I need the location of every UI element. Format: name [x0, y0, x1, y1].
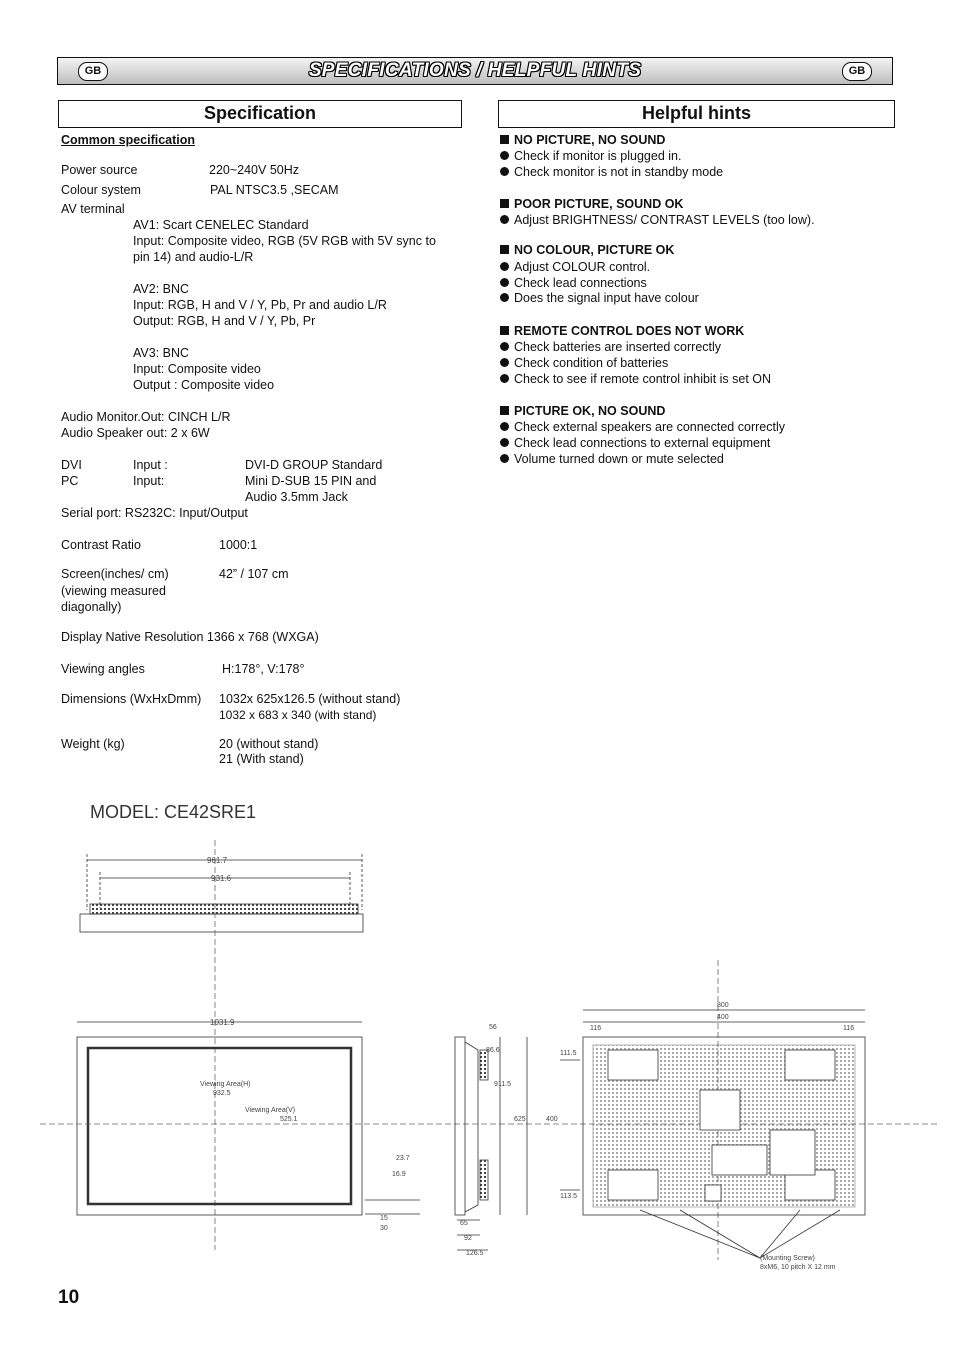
dimensions-value: 1032x 625x126.5 (without stand) [219, 692, 401, 706]
rear-view [560, 960, 865, 1260]
av2-line: Input: RGB, H and V / Y, Pb, Pr and audio L/R [133, 298, 387, 312]
side-dim-86: 86.6 [486, 1047, 500, 1054]
bullet-icon [500, 342, 509, 351]
hint-group-title: NO PICTURE, NO SOUND [500, 132, 665, 148]
power-value: 220~240V 50Hz [209, 163, 300, 177]
av2-line: AV2: BNC [133, 282, 190, 296]
bullet-icon [500, 438, 509, 447]
side-dim-30: 30 [380, 1225, 388, 1232]
gb-badge-left: GB [78, 62, 108, 81]
serial-port: Serial port: RS232C: Input/Output [61, 506, 248, 520]
rear-dim-800: 800 [717, 1002, 729, 1009]
bullet-icon [500, 167, 509, 176]
av1-line: AV1: Scart CENELEC Standard [133, 218, 309, 232]
hint-group-title: POOR PICTURE, SOUND OK [500, 196, 683, 212]
av-terminal-label: AV terminal [61, 202, 125, 216]
mounting-note: (Mounting Screw) [760, 1255, 815, 1262]
hint-group-title: NO COLOUR, PICTURE OK [500, 242, 674, 258]
page-banner [57, 57, 893, 85]
hint-item: Check condition of batteries [500, 355, 668, 371]
contrast-label: Contrast Ratio [61, 538, 141, 552]
common-spec-subheading: Common specification [61, 133, 196, 147]
dvi-label: DVI [61, 458, 82, 472]
specification-heading: Specification [58, 100, 462, 128]
hint-item: Check lead connections to external equipment [500, 435, 770, 451]
hint-item: Volume turned down or mute selected [500, 451, 724, 467]
av3-line: Input: Composite video [133, 362, 261, 376]
square-bullet-icon [500, 245, 509, 254]
av3-line: AV3: BNC [133, 346, 190, 360]
bullet-icon [500, 293, 509, 302]
hint-item: Check monitor is not in standby mode [500, 164, 723, 180]
screen-label: (viewing measured [61, 584, 166, 598]
audio-speaker: Audio Speaker out: 2 x 6W [61, 426, 210, 440]
hint-item: Check external speakers are connected correctly [500, 419, 785, 435]
side-dim-911: 911.5 [494, 1081, 511, 1088]
square-bullet-icon [500, 406, 509, 415]
screen-label: diagonally) [61, 600, 122, 614]
rear-dim-116-left: 116 [590, 1025, 602, 1032]
colour-value: PAL NTSC3.5 ,SECAM [210, 183, 339, 197]
hint-item: Check to see if remote control inhibit is set ON [500, 371, 771, 387]
page-title: SPECIFICATIONS / HELPFUL HINTS [308, 60, 642, 81]
side-dim-1265: 126.5 [466, 1250, 484, 1257]
weight-value: 21 (With stand) [219, 752, 304, 766]
side-view [455, 1037, 527, 1250]
hint-group-title: REMOTE CONTROL DOES NOT WORK [500, 323, 744, 339]
rear-dim-400: 400 [717, 1014, 729, 1021]
bullet-icon [500, 422, 509, 431]
top-view [80, 840, 363, 1250]
gb-badge-right: GB [842, 62, 872, 81]
hint-item: Adjust COLOUR control. [500, 259, 650, 275]
side-dim-15: 15 [380, 1215, 388, 1222]
viewing-area-v-label: Viewing Area(V) [245, 1107, 296, 1114]
page-number: 10 [58, 1287, 80, 1308]
hint-group-title: PICTURE OK, NO SOUND [500, 403, 665, 419]
viewing-angles-value: H:178°, V:178° [222, 662, 305, 676]
colour-label: Colour system [61, 183, 141, 197]
side-dim-65: 65 [460, 1220, 468, 1227]
bullet-icon [500, 262, 509, 271]
dvi-input: Input : [133, 458, 168, 472]
bullet-icon [500, 358, 509, 367]
front-width: 1031.9 [210, 1018, 235, 1027]
screen-value: 42” / 107 cm [219, 567, 289, 581]
rear-dim-1135: 113.5 [560, 1193, 577, 1200]
dimensions-label: Dimensions (WxHxDmm) [61, 692, 202, 706]
square-bullet-icon [500, 326, 509, 335]
av1-line: pin 14) and audio-L/R [133, 250, 254, 264]
viewing-area-h-value: 932.5 [213, 1090, 231, 1097]
side-dim-625: 625 [514, 1116, 526, 1123]
viewing-area-h-label: Viewing Area(H) [200, 1081, 251, 1088]
technical-drawing [0, 780, 954, 1280]
bullet-icon [500, 151, 509, 160]
power-label: Power source [61, 163, 138, 177]
rear-dim-400v: 400 [546, 1116, 558, 1123]
hint-item: Adjust BRIGHTNESS/ CONTRAST LEVELS (too low). [500, 212, 815, 228]
side-dim-56: 56 [489, 1024, 497, 1031]
model-label: MODEL: CE42SRE1 [90, 802, 257, 822]
rear-dim-116-right: 116 [843, 1025, 855, 1032]
square-bullet-icon [500, 135, 509, 144]
display-resolution: Display Native Resolution 1366 x 768 (WXGA) [61, 630, 319, 644]
dvi-value: DVI-D GROUP Standard [245, 458, 383, 472]
helpful-hints-heading: Helpful hints [498, 100, 895, 128]
pc-value: Mini D-SUB 15 PIN and [245, 474, 377, 488]
audio-monitor: Audio Monitor.Out: CINCH L/R [61, 410, 231, 424]
top-width-inner: 931.6 [211, 874, 232, 883]
top-width-outer: 961.7 [207, 856, 228, 865]
pc-value: Audio 3.5mm Jack [245, 490, 348, 504]
pc-input: Input: [133, 474, 165, 488]
square-bullet-icon [500, 199, 509, 208]
pc-label: PC [61, 474, 79, 488]
rear-dim-1115: 111.5 [560, 1050, 577, 1057]
bullet-icon [500, 454, 509, 463]
av2-line: Output: RGB, H and V / Y, Pb, Pr [133, 314, 316, 328]
contrast-value: 1000:1 [219, 538, 258, 552]
bullet-icon [500, 215, 509, 224]
bullet-icon [500, 278, 509, 287]
av1-line: Input: Composite video, RGB (5V RGB with 5V sync to [133, 234, 436, 248]
weight-label: Weight (kg) [61, 737, 125, 751]
viewing-angles-label: Viewing angles [61, 662, 145, 676]
bullet-icon [500, 374, 509, 383]
viewing-area-v-value: 525.1 [280, 1116, 298, 1123]
screen-label: Screen(inches/ cm) [61, 567, 169, 581]
weight-value: 20 (without stand) [219, 737, 319, 751]
hint-item: Check lead connections [500, 275, 647, 291]
av3-line: Output : Composite video [133, 378, 275, 392]
hint-item: Check batteries are inserted correctly [500, 339, 721, 355]
dimensions-value: 1032 x 683 x 340 (with stand) [219, 708, 377, 722]
hint-item: Does the signal input have colour [500, 290, 699, 306]
side-dim-92: 92 [464, 1235, 472, 1242]
mounting-note: 8xM6, 10 pitch X 12 mm [760, 1264, 836, 1271]
side-dim-237: 23.7 [396, 1155, 410, 1162]
hint-item: Check if monitor is plugged in. [500, 148, 681, 164]
side-dim-169: 16.9 [392, 1171, 406, 1178]
